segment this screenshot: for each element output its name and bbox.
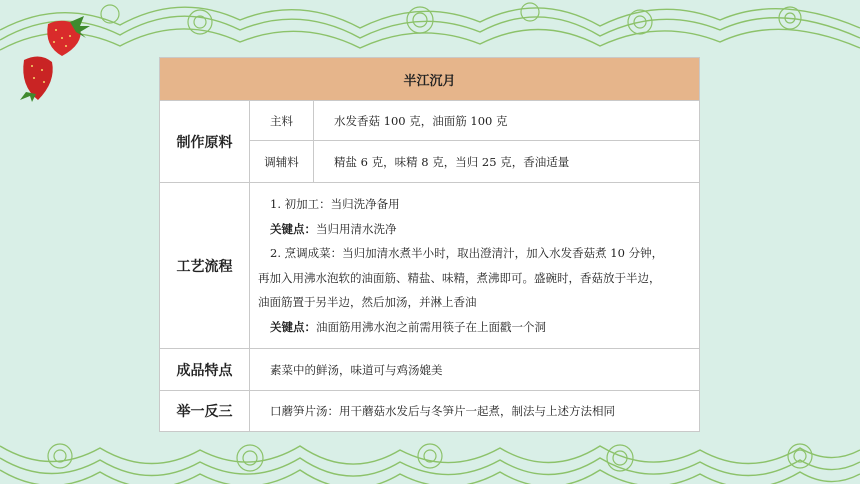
key-point-2 (258, 315, 689, 340)
process-content (250, 183, 700, 349)
process-step-2-line-2: 再加入用沸水泡软的油面筋、精盐、味精，煮沸即可。盛碗时，香菇放于半边， (258, 270, 661, 285)
process-section-label: 工艺流程 (160, 183, 250, 349)
aux-ingredient-value: 精盐 6 克，味精 8 克，当归 25 克，香油适量 (314, 141, 700, 183)
process-row (160, 183, 700, 349)
title-row (160, 58, 700, 101)
key-point-label: 关键点： (270, 319, 316, 334)
recipe-table (159, 57, 700, 432)
variation-text: 口蘑笋片汤：用干蘑菇水发后与冬笋片一起煮，制法与上述方法相同 (250, 391, 700, 432)
features-row (160, 349, 700, 391)
key-point-label: 关键点： (270, 221, 316, 236)
key-point-text: 油面筋用沸水泡之前需用筷子在上面戳一个洞 (316, 319, 546, 334)
main-ingredient-row (160, 101, 700, 141)
key-point-1 (258, 217, 689, 242)
recipe-title: 半江沉月 (160, 58, 700, 101)
process-step-2-line-1: 2. 烹调成菜：当归加清水煮半小时，取出澄清汁，加入水发香菇煮 10 分钟， (270, 246, 664, 260)
variation-row (160, 391, 700, 432)
process-step-1: 1. 初加工：当归洗净备用 (270, 197, 400, 211)
ingredients-section-label: 制作原料 (160, 101, 250, 183)
main-ingredient-value: 水发香菇 100 克，油面筋 100 克 (314, 101, 700, 141)
features-section-label: 成品特点 (160, 349, 250, 391)
variation-section-label: 举一反三 (160, 391, 250, 432)
aux-ingredient-label: 调辅料 (250, 141, 314, 183)
features-text: 素菜中的鲜汤，味道可与鸡汤媲美 (250, 349, 700, 391)
strawberry-icon (18, 52, 58, 102)
key-point-text: 当归用清水洗净 (316, 221, 397, 236)
bottom-cloud-pattern (0, 426, 860, 484)
main-ingredient-label: 主料 (250, 101, 314, 141)
process-step-2-line-3: 油面筋置于另半边，然后加汤，并淋上香油 (258, 295, 477, 309)
top-cloud-pattern (0, 0, 860, 60)
